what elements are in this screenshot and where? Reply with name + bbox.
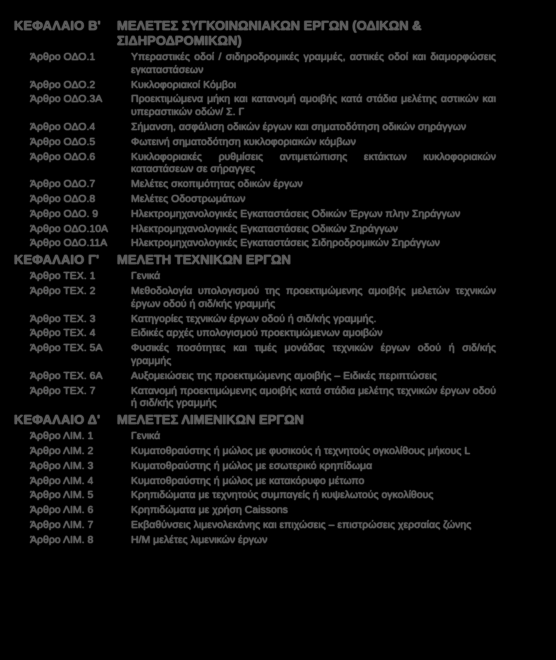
article-title: Κρηπιδώματα με τεχνητούς συμπαγείς ή κυψελωτούς ογκολίθους — [131, 489, 434, 502]
article-title: Ειδικές αρχές υπολογισμού προεκτιμώμενων αμοιβών — [131, 327, 383, 340]
article-row — [0, 121, 556, 134]
article-row — [0, 504, 556, 517]
article-code: Άρθρο ΟΔΟ.11Α — [30, 237, 108, 250]
article-title: Φωτεινή σηματοδότηση κυκλοφοριακών κόμβων — [131, 135, 356, 148]
article-title: Κυκλοφοριακές ρυθμίσεις αντιμετώπισης εκτάκτων κυκλοφοριακών καταστάσεων σε σήραγγες — [131, 150, 496, 176]
article-row — [0, 445, 556, 458]
article-row — [0, 313, 556, 326]
article-title: Εκβαθύνσεις λιμενολεκάνης και επιχώσεις – επιστρώσεις χερσαίας ζώνης — [131, 518, 472, 531]
article-title: Αυξομειώσεις της προεκτιμώμενης αμοιβής – Ειδικές περιπτώσεις — [131, 369, 437, 382]
article-row — [0, 93, 556, 119]
article-title: Γενικά — [131, 270, 161, 283]
article-title: Μεθοδολογία υπολογισμού της προεκτιμώμενης αμοιβής μελετών τεχνικών έργων οδού ή σιδ/κής γραμμής — [131, 284, 496, 310]
article-code: Άρθρο ΤΕΧ. 3 — [30, 312, 96, 325]
article-title: Ηλεκτρομηχανολογικές Εγκαταστάσεις Οδικών Σηράγγων — [131, 222, 398, 235]
article-code: Άρθρο ΟΔΟ.1 — [30, 51, 96, 63]
article-title: Κυματοθραύστης ή μώλος με κατακόρυφο μέτωπο — [131, 474, 365, 487]
article-row — [0, 430, 556, 443]
chapter-code: ΚΕΦΑΛΑΙΟ Γ' — [14, 252, 100, 268]
article-code: Άρθρο ΛΙΜ. 3 — [30, 459, 94, 472]
article-code: Άρθρο ΤΕΧ. 2 — [30, 284, 96, 297]
chapter-title: ΜΕΛΕΤΕΣ ΛΙΜΕΝΙΚΩΝ ΕΡΓΩΝ — [117, 412, 304, 428]
article-title: Κυκλοφοριακοί Κόμβοι — [131, 78, 237, 91]
article-code: Άρθρο ΟΔΟ.6 — [30, 150, 96, 163]
article-code: Άρθρο ΛΙΜ. 7 — [30, 518, 94, 531]
article-title: Γενικά — [131, 430, 161, 443]
article-code: Άρθρο ΤΕΧ. 1 — [30, 270, 96, 283]
article-title: Κυματοθραύστης ή μώλος με εσωτερικό κρηπίδωμα — [131, 459, 373, 472]
article-row — [0, 519, 556, 532]
article-code: Άρθρο ΤΕΧ. 5Α — [30, 342, 103, 355]
article-code: Άρθρο ΛΙΜ. 5 — [30, 489, 94, 502]
chapter-heading — [0, 18, 556, 48]
chapter-title: ΜΕΛΕΤΗ ΤΕΧΝΙΚΩΝ ΕΡΓΩΝ — [117, 252, 291, 268]
article-title: Ηλεκτρομηχανολογικές Εγκαταστάσεις Σιδηροδρομικών Σηράγγων — [131, 237, 440, 250]
article-row — [0, 193, 556, 206]
article-code: Άρθρο ΟΔΟ.4 — [30, 120, 96, 133]
article-row — [0, 151, 556, 177]
article-title: Κατανομή προεκτιμώμενης αμοιβής κατά στάδια μελέτης τεχνικών έργων οδού ή σιδ/κής γραμμής — [131, 384, 496, 410]
article-row — [0, 223, 556, 236]
article-title: Ηλεκτρομηχανολογικές Εγκαταστάσεις Οδικών Έργων πλην Σηράγγων — [131, 207, 461, 220]
article-code: Άρθρο ΤΕΧ. 4 — [30, 327, 96, 340]
article-code: Άρθρο ΟΔΟ.8 — [30, 192, 96, 205]
article-code: Άρθρο ΟΔΟ.10Α — [30, 222, 109, 235]
article-code: Άρθρο ΟΔΟ.5 — [30, 135, 96, 148]
table-of-contents — [0, 18, 556, 549]
article-code: Άρθρο ΛΙΜ. 8 — [30, 533, 94, 546]
article-code: Άρθρο ΟΔΟ. 9 — [30, 207, 99, 220]
article-title: Η/Μ μελέτες λιμενικών έργων — [131, 533, 268, 546]
chapter-code: ΚΕΦΑΛΑΙΟ Β' — [14, 18, 101, 33]
chapter-title: ΜΕΛΕΤΕΣ ΣΥΓΚΟΙΝΩΝΙΑΚΩΝ ΕΡΓΩΝ (ΟΔΙΚΩΝ & ΣΙΔΗΡΟΔΡΟΜΙΚΩΝ) — [117, 18, 422, 48]
chapter-heading — [0, 412, 556, 427]
article-title: Προεκτιμώμενα μήκη και κατανομή αμοιβής κατά στάδια μελέτης αστικών και υπεραστικών οδών/ Σ. Γ — [131, 93, 496, 119]
article-title: Σήμανση, ασφάλιση οδικών έργων και σηματοδότηση οδικών σηράγγων — [131, 120, 467, 133]
article-code: Άρθρο ΟΔΟ.7 — [30, 178, 96, 191]
article-title: Κατηγορίες τεχνικών έργων οδού ή σιδ/κής γραμμής. — [131, 312, 377, 325]
article-row — [0, 342, 556, 368]
article-row — [0, 489, 556, 502]
article-row — [0, 79, 556, 92]
article-title: Μελέτες σκοπιμότητας οδικών έργων — [131, 178, 303, 191]
article-row — [0, 285, 556, 311]
article-code: Άρθρο ΟΔΟ.2 — [30, 78, 96, 91]
article-code: Άρθρο ΟΔΟ.3Α — [30, 93, 103, 106]
article-code: Άρθρο ΛΙΜ. 1 — [30, 430, 94, 443]
article-row — [0, 475, 556, 488]
article-row — [0, 208, 556, 221]
article-row — [0, 534, 556, 547]
article-title: Κυματοθραύστης ή μώλος με φυσικούς ή τεχνητούς ογκολίθους μήκους L — [131, 444, 471, 457]
article-code: Άρθρο ΛΙΜ. 6 — [30, 504, 94, 517]
chapter-code: ΚΕΦΑΛΑΙΟ Δ' — [14, 412, 101, 428]
article-row — [0, 178, 556, 191]
article-code: Άρθρο ΤΕΧ. 7 — [30, 384, 96, 397]
article-title: Κρηπιδώματα με χρήση Caissons — [131, 504, 288, 517]
article-row — [0, 237, 556, 250]
article-row — [0, 136, 556, 149]
article-row — [0, 385, 556, 411]
article-code: Άρθρο ΤΕΧ. 6Α — [30, 369, 103, 382]
article-row — [0, 460, 556, 473]
article-title: Υπεραστικές οδοί / σιδηροδρομικές γραμμές, αστικές οδοί και διαμορφώσεις εγκαταστάσεων — [131, 51, 496, 76]
article-code: Άρθρο ΛΙΜ. 2 — [30, 444, 94, 457]
article-row — [0, 270, 556, 283]
article-row — [0, 370, 556, 383]
article-title: Φυσικές ποσότητες και τιμές μονάδας τεχνικών έργων οδού ή σιδ/κής γραμμής — [131, 342, 496, 367]
chapter-heading — [0, 252, 556, 267]
article-row — [0, 51, 556, 77]
article-row — [0, 327, 556, 340]
article-code: Άρθρο ΛΙΜ. 4 — [30, 474, 94, 487]
article-title: Μελέτες Οδοστρωμάτων — [131, 192, 246, 205]
